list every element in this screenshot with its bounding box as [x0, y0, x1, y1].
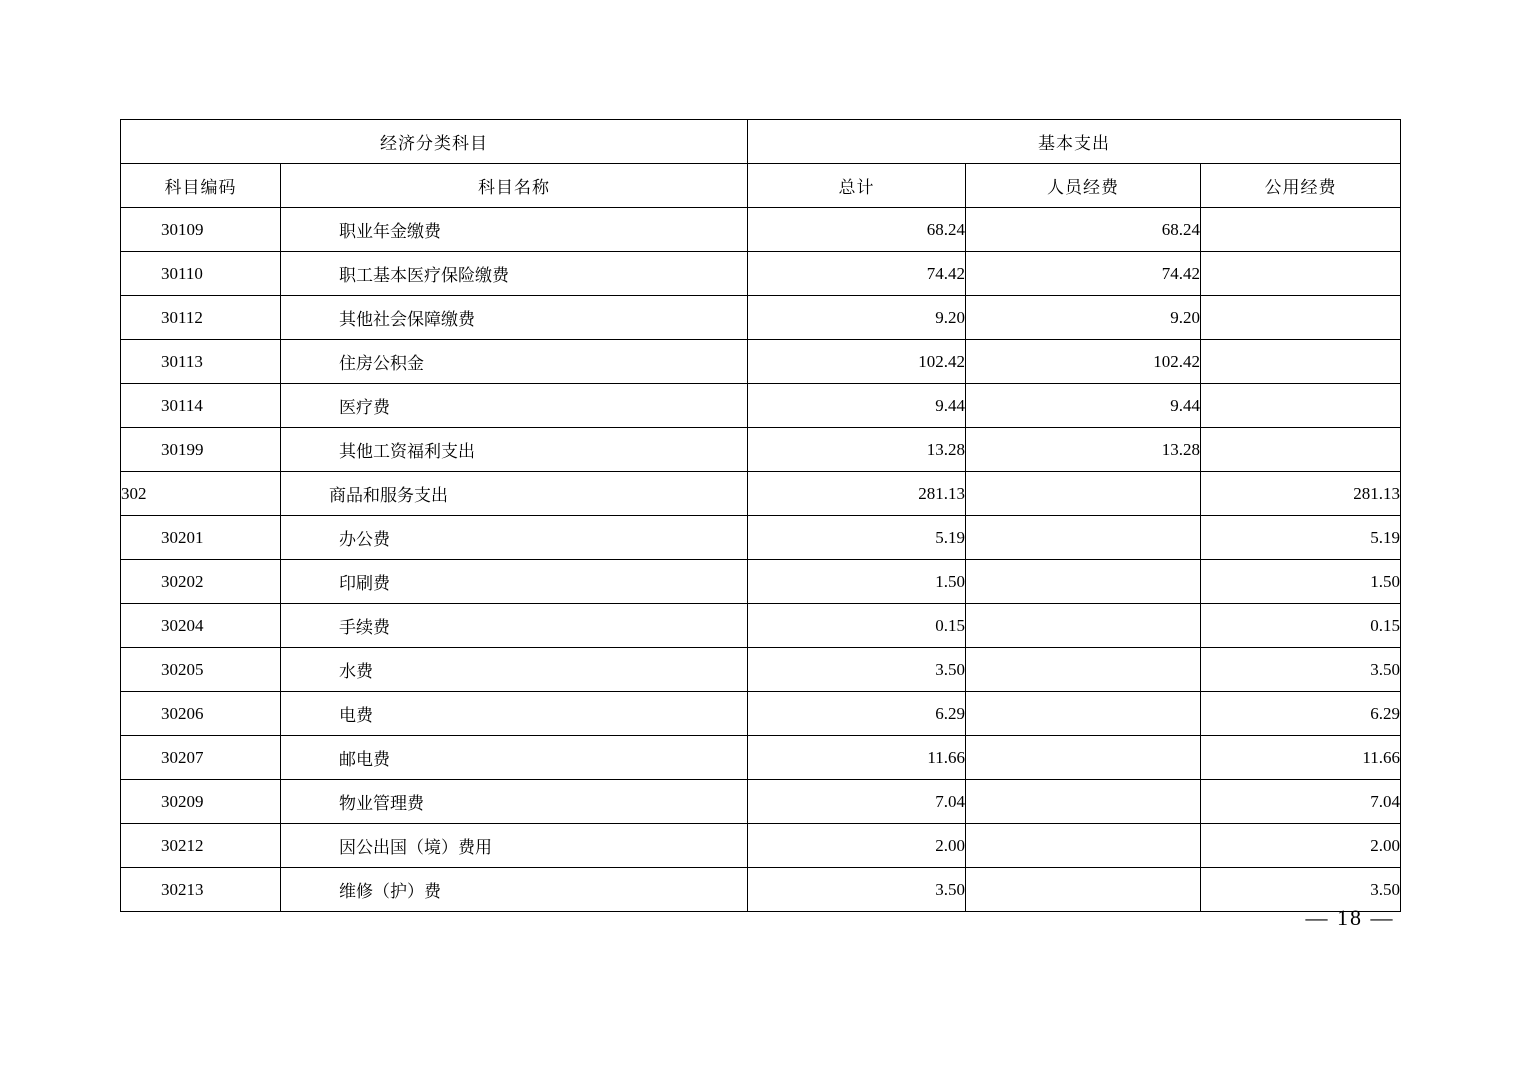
cell-public-cost: 5.19 [1201, 516, 1401, 560]
cell-personnel-cost [966, 516, 1201, 560]
table-header-group-row [121, 120, 1401, 164]
cell-subject-name: 手续费 [281, 604, 748, 648]
cell-subject-name: 物业管理费 [281, 780, 748, 824]
cell-total: 0.15 [748, 604, 966, 648]
table-body [121, 208, 1401, 912]
cell-public-cost: 3.50 [1201, 648, 1401, 692]
cell-subject-code: 30213 [121, 868, 281, 912]
column-header-name: 科目名称 [281, 164, 748, 208]
cell-subject-name: 电费 [281, 692, 748, 736]
table-row [121, 472, 1401, 516]
table-row [121, 340, 1401, 384]
cell-public-cost [1201, 340, 1401, 384]
cell-total: 9.20 [748, 296, 966, 340]
cell-total: 13.28 [748, 428, 966, 472]
cell-subject-code: 30114 [121, 384, 281, 428]
table-row [121, 868, 1401, 912]
cell-public-cost [1201, 384, 1401, 428]
cell-subject-name: 因公出国（境）费用 [281, 824, 748, 868]
cell-public-cost: 2.00 [1201, 824, 1401, 868]
table-row [121, 824, 1401, 868]
table-row [121, 516, 1401, 560]
cell-total: 3.50 [748, 868, 966, 912]
table-header [121, 120, 1401, 208]
table-header-column-row [121, 164, 1401, 208]
cell-total: 11.66 [748, 736, 966, 780]
table-row [121, 428, 1401, 472]
cell-total: 3.50 [748, 648, 966, 692]
table-row [121, 736, 1401, 780]
table-row [121, 780, 1401, 824]
column-header-public: 公用经费 [1201, 164, 1401, 208]
cell-public-cost: 0.15 [1201, 604, 1401, 648]
cell-public-cost: 281.13 [1201, 472, 1401, 516]
cell-total: 9.44 [748, 384, 966, 428]
cell-subject-code: 30207 [121, 736, 281, 780]
cell-total: 68.24 [748, 208, 966, 252]
cell-total: 102.42 [748, 340, 966, 384]
budget-table [120, 119, 1401, 912]
cell-subject-name: 商品和服务支出 [281, 472, 748, 516]
cell-subject-name: 其他工资福利支出 [281, 428, 748, 472]
cell-subject-code: 30113 [121, 340, 281, 384]
cell-personnel-cost: 13.28 [966, 428, 1201, 472]
cell-personnel-cost [966, 560, 1201, 604]
table-row [121, 692, 1401, 736]
cell-subject-code: 30202 [121, 560, 281, 604]
cell-personnel-cost: 9.44 [966, 384, 1201, 428]
cell-personnel-cost [966, 824, 1201, 868]
column-header-total: 总计 [748, 164, 966, 208]
cell-subject-name: 维修（护）费 [281, 868, 748, 912]
cell-personnel-cost: 9.20 [966, 296, 1201, 340]
cell-subject-code: 30204 [121, 604, 281, 648]
header-group-category: 经济分类科目 [121, 120, 748, 164]
cell-public-cost [1201, 428, 1401, 472]
cell-total: 5.19 [748, 516, 966, 560]
cell-subject-name: 医疗费 [281, 384, 748, 428]
cell-subject-code: 30109 [121, 208, 281, 252]
cell-subject-code: 30110 [121, 252, 281, 296]
cell-total: 74.42 [748, 252, 966, 296]
cell-subject-code: 30206 [121, 692, 281, 736]
table-row [121, 208, 1401, 252]
cell-subject-code: 30199 [121, 428, 281, 472]
cell-personnel-cost [966, 780, 1201, 824]
cell-subject-name: 职工基本医疗保险缴费 [281, 252, 748, 296]
cell-subject-name: 其他社会保障缴费 [281, 296, 748, 340]
cell-personnel-cost: 102.42 [966, 340, 1201, 384]
table-row [121, 604, 1401, 648]
table-row [121, 252, 1401, 296]
cell-personnel-cost [966, 868, 1201, 912]
cell-total: 7.04 [748, 780, 966, 824]
cell-public-cost: 11.66 [1201, 736, 1401, 780]
table-row [121, 560, 1401, 604]
cell-subject-code: 30201 [121, 516, 281, 560]
cell-subject-code: 30205 [121, 648, 281, 692]
column-header-personnel: 人员经费 [966, 164, 1201, 208]
cell-total: 281.13 [748, 472, 966, 516]
cell-personnel-cost [966, 472, 1201, 516]
cell-personnel-cost [966, 692, 1201, 736]
column-header-code: 科目编码 [121, 164, 281, 208]
cell-personnel-cost [966, 648, 1201, 692]
cell-subject-code: 30212 [121, 824, 281, 868]
cell-personnel-cost: 74.42 [966, 252, 1201, 296]
cell-subject-name: 印刷费 [281, 560, 748, 604]
cell-total: 1.50 [748, 560, 966, 604]
cell-subject-code: 30209 [121, 780, 281, 824]
budget-table-container [120, 119, 1400, 912]
cell-public-cost [1201, 252, 1401, 296]
page-number: — 18 — [1305, 905, 1395, 930]
cell-subject-name: 邮电费 [281, 736, 748, 780]
cell-subject-name: 住房公积金 [281, 340, 748, 384]
cell-public-cost [1201, 296, 1401, 340]
cell-personnel-cost [966, 604, 1201, 648]
cell-subject-code: 302 [121, 472, 281, 516]
cell-public-cost: 7.04 [1201, 780, 1401, 824]
cell-public-cost: 6.29 [1201, 692, 1401, 736]
table-row [121, 296, 1401, 340]
cell-personnel-cost: 68.24 [966, 208, 1201, 252]
cell-total: 2.00 [748, 824, 966, 868]
table-row [121, 648, 1401, 692]
cell-public-cost: 3.50 [1201, 868, 1401, 912]
cell-public-cost [1201, 208, 1401, 252]
cell-subject-code: 30112 [121, 296, 281, 340]
cell-subject-name: 职业年金缴费 [281, 208, 748, 252]
header-group-basic-expenditure: 基本支出 [748, 120, 1401, 164]
table-row [121, 384, 1401, 428]
cell-personnel-cost [966, 736, 1201, 780]
cell-total: 6.29 [748, 692, 966, 736]
cell-subject-name: 办公费 [281, 516, 748, 560]
cell-public-cost: 1.50 [1201, 560, 1401, 604]
cell-subject-name: 水费 [281, 648, 748, 692]
